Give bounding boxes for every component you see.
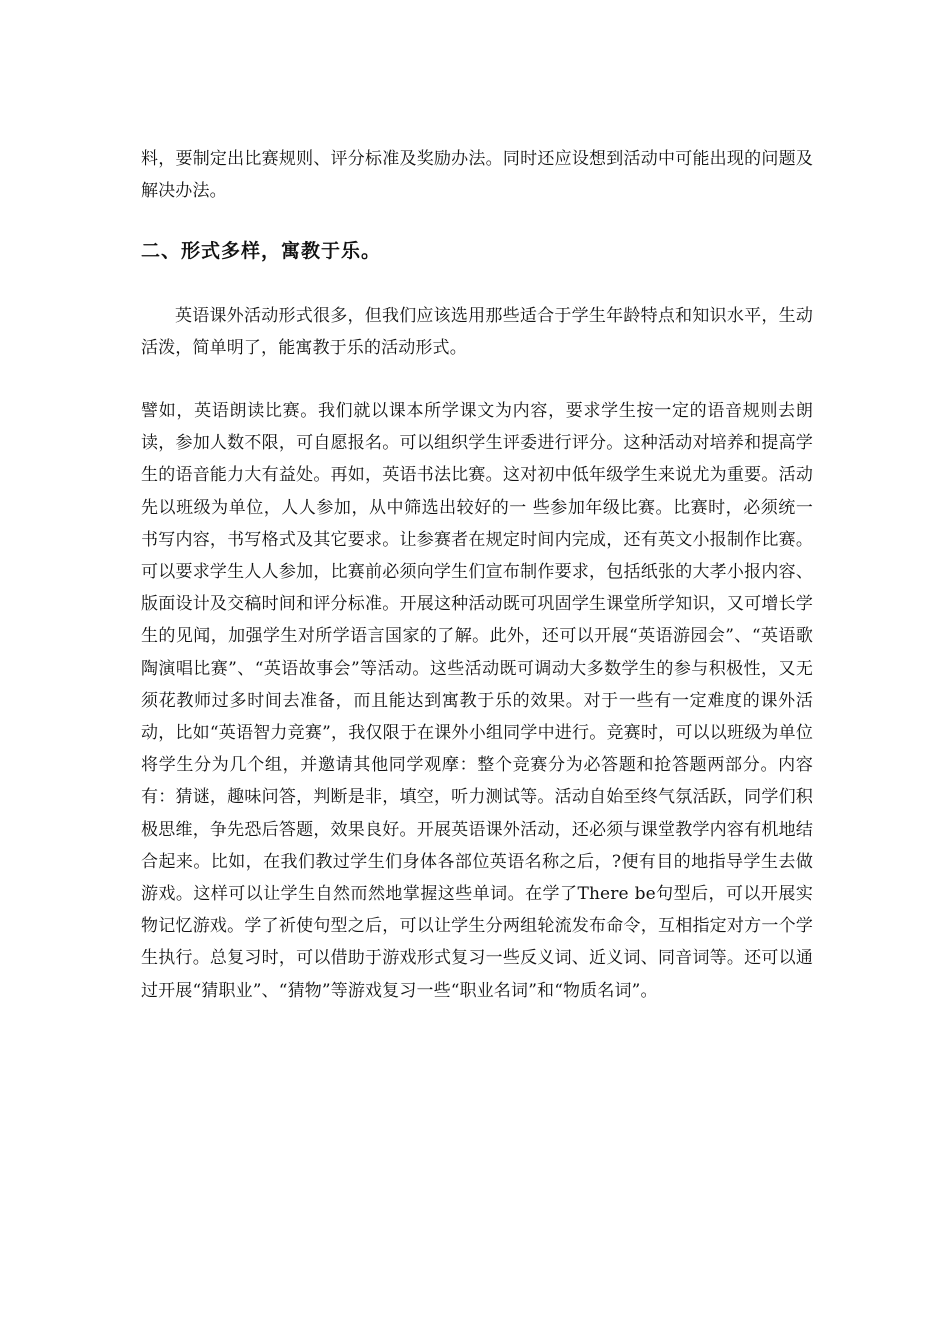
paragraph-continued: 料，要制定出比赛规则、评分标准及奖励办法。同时还应设想到活动中可能出现的问题及解决办法。 <box>141 149 813 202</box>
paragraph-examples: 譬如，英语朗读比赛。我们就以课本所学课文为内容，要求学生按一定的语音规则去朗读，参加人数不限，可自愿报名。可以组织学生评委进行评分。这种活动对培养和提高学生的语音能力大有益处。再如，英语书法比赛。这对初中低年级学生来说尤为重要。活动先以班级为单位，人人参加，从中筛选出较好的一 些参加年级比赛。比赛时，必须统一书写内容，书写格式及其它要求。让参赛者在规定时间内完成，还有英文小报制作比赛。可以要求学生人人参加，比赛前必须向学生们宣布制作要求，包括纸张的大孝小报内容、版面设计及交稿时间和评分标准。开展这种活动既可巩固学生课堂所学知识，又可增长学生的见闻，加强学生对所学语言国家的了解。此外，还可以开展“英语游园会”、“英语歌陶演唱比赛”、“英语故事会”等活动。这些活动既可调动大多数学生的参与积极性，又无须花教师过多时间去准备，而且能达到寓教于乐的效果。对于一些有一定难度的课外活动，比如“英语智力竞赛”，我仅限于在课外小组同学中进行。竞赛时，可以以班级为单位将学生分为几个组，并邀请其他同学观摩：整个竞赛分为必答题和抢答题两部分。内容有：猜谜，趣味问答，判断是非，填空，听力测试等。活动自始至终气氛活跃，同学们积极思维，争先恐后答题，效果良好。开展英语课外活动，还必须与课堂教学内容有机地结合起来。比如，在我们教过学生们身体各部位英语名称之后，?便有目的地指导学生去做游戏。这样可以让学生自然而然地掌握这些单词。在学了There be句型后，可以开展实物记忆游戏。学了祈使句型之后，可以让学生分两组轮流发布命令，互相指定对方一个学生执行。总复习时，可以借助于游戏形式复习一些反义词、近义词、同音词等。还可以通过开展“猜职业”、“猜物”等游戏复习一些“职业名词”和“物质名词”。 <box>141 401 813 1001</box>
paragraph-intro: 英语课外活动形式很多，但我们应该选用那些适合于学生年龄特点和知识水平，生动活泼，简单明了，能寓教于乐的活动形式。 <box>141 306 813 359</box>
section-heading: 二、形式多样，寓教于乐。 <box>141 240 382 262</box>
